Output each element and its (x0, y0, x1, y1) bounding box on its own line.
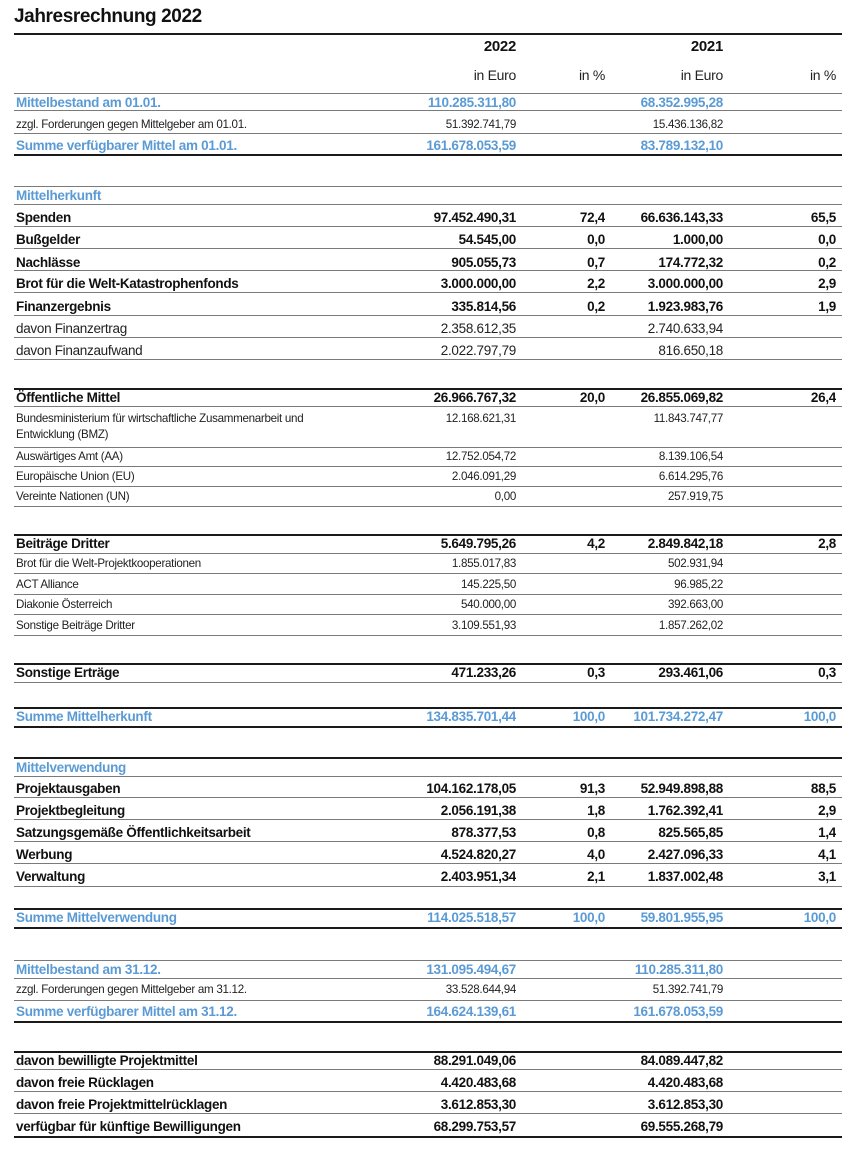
row-label: Sonstige Erträge (16, 665, 120, 680)
value-2022: 5.649.795,26 (440, 536, 516, 551)
value-2022: 26.966.767,32 (433, 390, 516, 405)
header-unit-euro-2022: in Euro (473, 67, 516, 83)
value-2022: 51.392.741,79 (445, 118, 516, 131)
row-rule (14, 927, 842, 929)
row-rule (14, 797, 842, 798)
row-label: Öffentliche Mittel (16, 390, 121, 405)
percent-2022: 2,1 (587, 869, 605, 884)
value-2022: 2.056.191,38 (440, 803, 516, 818)
percent-2022: 1,8 (587, 803, 605, 818)
value-2021: 816.650,18 (658, 343, 723, 358)
section-rule (14, 93, 842, 94)
percent-2021: 65,5 (810, 210, 836, 225)
row-rule (14, 1021, 842, 1023)
percent-2021: 100,0 (803, 910, 836, 925)
row-label: Bundesministerium für wirtschaftliche Zusammenarbeit und (16, 412, 304, 425)
row-rule (14, 506, 842, 507)
row-label: Diakonie Österreich (16, 598, 113, 611)
header-unit-pct-2021: in % (809, 67, 836, 83)
value-2021: 3.612.853,30 (647, 1097, 723, 1112)
row-label: Bußgelder (16, 232, 81, 247)
row-label: davon freie Projektmittelrücklagen (16, 1097, 228, 1112)
row-rule (14, 133, 842, 134)
percent-2021: 0,0 (818, 232, 836, 247)
value-2022: 54.545,00 (458, 232, 516, 247)
row-rule (14, 635, 842, 636)
section-rule (14, 388, 842, 390)
row-label: ACT Alliance (16, 578, 79, 591)
value-2021: 174.772,32 (658, 255, 723, 270)
row-label: Brot für die Welt-Katastrophenfonds (16, 276, 239, 291)
percent-2022: 4,0 (587, 847, 605, 862)
row-rule (14, 337, 842, 338)
section-rule (14, 186, 842, 187)
header-unit-euro-2021: in Euro (680, 67, 723, 83)
value-2022: 145.225,50 (460, 578, 516, 591)
row-label-continued: Entwicklung (BMZ) (16, 428, 109, 441)
row-rule (14, 1000, 842, 1001)
value-2022: 878.377,53 (451, 825, 516, 840)
percent-2022: 0,7 (587, 255, 605, 270)
value-2022: 161.678.053,59 (426, 138, 516, 153)
percent-2021: 3,1 (818, 869, 836, 884)
value-2021: 4.420.483,68 (647, 1075, 723, 1090)
row-label: zzgl. Forderungen gegen Mittelgeber am 31.12. (16, 983, 247, 996)
value-2022: 2.403.951,34 (440, 869, 516, 884)
row-label: Vereinte Nationen (UN) (16, 490, 130, 503)
value-2022: 33.528.644,94 (445, 983, 516, 996)
value-2022: 3.109.551,93 (451, 619, 516, 632)
value-2021: 66.636.143,33 (640, 210, 723, 225)
row-label: Satzungsgemäße Öffentlichkeitsarbeit (16, 825, 251, 840)
value-2021: 1.923.983,76 (647, 299, 723, 314)
row-label: Verwaltung (16, 869, 86, 884)
row-label: davon freie Rücklagen (16, 1075, 154, 1090)
value-2021: 3.000.000,00 (647, 276, 723, 291)
value-2021: 293.461,06 (658, 665, 723, 680)
row-label: Projektbegleitung (16, 803, 125, 818)
row-rule (14, 1136, 842, 1138)
value-2021: 101.734.272,47 (633, 709, 723, 724)
row-label: Mittelbestand am 01.01. (16, 95, 161, 110)
value-2022: 110.285.311,80 (427, 95, 516, 110)
row-rule (14, 110, 842, 111)
value-2022: 4.524.820,27 (440, 847, 516, 862)
value-2021: 1.000,00 (672, 232, 723, 247)
value-2021: 83.789.132,10 (640, 138, 723, 153)
value-2021: 2.427.096,33 (647, 847, 723, 862)
row-label: zzgl. Forderungen gegen Mittelgeber am 01.01. (16, 118, 247, 131)
row-rule (14, 1113, 842, 1114)
value-2022: 88.291.049,06 (433, 1053, 516, 1068)
value-2021: 15.436.136,82 (652, 118, 723, 131)
percent-2021: 0,2 (818, 255, 836, 270)
row-rule (14, 573, 842, 574)
value-2021: 2.849.842,18 (647, 536, 723, 551)
row-label: Europäische Union (EU) (16, 470, 135, 483)
value-2022: 2.046.091,29 (451, 470, 516, 483)
row-label: Summe Mittelherkunft (16, 709, 152, 724)
value-2021: 68.352.995,28 (640, 95, 723, 110)
value-2021: 69.555.268,79 (640, 1119, 723, 1134)
row-rule (14, 154, 842, 156)
percent-2021: 2,8 (818, 536, 836, 551)
value-2022: 3.000.000,00 (440, 276, 516, 291)
value-2021: 96.985,22 (674, 578, 723, 591)
value-2021: 1.837.002,48 (647, 869, 723, 884)
value-2022: 114.025.518,57 (427, 910, 516, 925)
row-rule (14, 682, 842, 683)
value-2022: 134.835.701,44 (426, 709, 516, 724)
row-label: verfügbar für künftige Bewilligungen (16, 1119, 241, 1134)
row-rule (14, 726, 842, 728)
value-2021: 825.565,85 (658, 825, 723, 840)
row-rule (14, 204, 842, 205)
row-label: Spenden (16, 210, 71, 225)
value-2022: 471.233,26 (451, 665, 516, 680)
row-label: Summe Mittelverwendung (16, 910, 177, 925)
value-2021: 110.285.311,80 (634, 962, 723, 977)
row-label: Nachlässe (16, 255, 81, 270)
row-label: Auswärtiges Amt (AA) (16, 450, 123, 463)
percent-2021: 26,4 (810, 390, 836, 405)
percent-2021: 88,5 (810, 781, 836, 796)
value-2021: 392.663,00 (667, 598, 723, 611)
row-rule (14, 863, 842, 864)
value-2021: 502.931,94 (667, 557, 723, 570)
value-2021: 257.919,75 (667, 490, 723, 503)
value-2021: 11.843.747,77 (653, 412, 723, 425)
value-2022: 97.452.490,31 (433, 210, 516, 225)
value-2021: 59.801.955,95 (640, 910, 723, 925)
value-2022: 164.624.139,61 (426, 1004, 516, 1019)
row-label: davon bewilligte Projektmittel (16, 1053, 198, 1068)
percent-2022: 4,2 (587, 536, 605, 551)
header-year-2021: 2021 (690, 38, 723, 55)
row-rule (14, 594, 842, 595)
percent-2022: 72,4 (579, 210, 605, 225)
value-2022: 12.168.621,31 (445, 412, 516, 425)
percent-2021: 4,1 (818, 847, 836, 862)
value-2021: 161.678.053,59 (633, 1004, 723, 1019)
row-label: Werbung (16, 847, 73, 862)
value-2022: 2.022.797,79 (440, 343, 516, 358)
row-rule (14, 614, 842, 615)
percent-2021: 2,9 (818, 803, 836, 818)
row-rule (14, 1069, 842, 1070)
section-rule (14, 534, 842, 536)
value-2022: 1.855.017,83 (451, 557, 516, 570)
page-title: Jahresrechnung 2022 (14, 6, 202, 27)
row-rule (14, 486, 842, 487)
percent-2022: 2,2 (587, 276, 605, 291)
row-label: Beiträge Dritter (16, 536, 110, 551)
percent-2021: 1,4 (818, 825, 836, 840)
percent-2022: 0,2 (587, 299, 605, 314)
row-rule (14, 406, 842, 407)
value-2022: 3.612.853,30 (440, 1097, 516, 1112)
value-2022: 335.814,56 (451, 299, 516, 314)
percent-2022: 91,3 (579, 781, 605, 796)
value-2022: 0,00 (494, 490, 516, 503)
row-rule (14, 226, 842, 227)
section-rule (14, 1051, 842, 1053)
section-rule (14, 960, 842, 961)
value-2022: 104.162.178,05 (426, 781, 516, 796)
value-2021: 6.614.295,76 (658, 470, 723, 483)
value-2022: 68.299.753,57 (433, 1119, 516, 1134)
value-2022: 905.055,73 (451, 255, 516, 270)
row-label: davon Finanzaufwand (16, 343, 143, 358)
header-unit-pct-2022: in % (578, 67, 605, 83)
section-rule (14, 908, 842, 910)
value-2021: 26.855.069,82 (640, 390, 723, 405)
percent-2022: 0,3 (587, 665, 605, 680)
value-2021: 8.139.106,54 (658, 450, 723, 463)
section-rule (14, 707, 842, 709)
row-rule (14, 292, 842, 293)
value-2022: 4.420.483,68 (440, 1075, 516, 1090)
value-2021: 52.949.898,88 (640, 781, 723, 796)
row-rule (14, 978, 842, 979)
row-rule (14, 1091, 842, 1092)
row-label: Sonstige Beiträge Dritter (16, 619, 135, 632)
value-2022: 2.358.612,35 (440, 321, 516, 336)
value-2021: 1.762.392,41 (647, 803, 723, 818)
value-2021: 51.392.741,79 (652, 983, 723, 996)
row-rule (14, 553, 842, 554)
row-label: Mittelbestand am 31.12. (16, 962, 161, 977)
row-label: davon Finanzertrag (16, 321, 127, 336)
percent-2022: 0,0 (587, 232, 605, 247)
row-label: Summe verfügbarer Mittel am 01.01. (16, 138, 237, 153)
value-2021: 2.740.633,94 (647, 321, 723, 336)
row-label: Finanzergebnis (16, 299, 111, 314)
percent-2022: 20,0 (579, 390, 605, 405)
percent-2021: 0,3 (818, 665, 836, 680)
value-2022: 12.752.054,72 (445, 450, 516, 463)
percent-2022: 100,0 (572, 709, 605, 724)
title-rule (14, 33, 842, 35)
value-2021: 1.857.262,02 (658, 619, 723, 632)
row-rule (14, 359, 842, 360)
percent-2021: 100,0 (803, 709, 836, 724)
section-rule (14, 757, 842, 759)
row-rule (14, 270, 842, 271)
row-rule (14, 466, 842, 467)
row-label: Brot für die Welt-Projektkooperationen (16, 557, 201, 570)
row-label: Projektausgaben (16, 781, 121, 796)
value-2021: 84.089.447,82 (640, 1053, 723, 1068)
value-2022: 540.000,00 (460, 598, 516, 611)
percent-2021: 2,9 (818, 276, 836, 291)
value-2022: 131.095.494,67 (426, 962, 516, 977)
row-label: Mittelherkunft (16, 188, 102, 203)
section-rule (14, 663, 842, 665)
percent-2022: 100,0 (572, 910, 605, 925)
row-rule (14, 886, 842, 887)
row-rule (14, 819, 842, 820)
row-rule (14, 841, 842, 842)
row-rule (14, 447, 842, 448)
percent-2021: 1,9 (818, 299, 836, 314)
row-rule (14, 315, 842, 316)
row-rule (14, 248, 842, 249)
row-label: Mittelverwendung (16, 760, 126, 775)
row-rule (14, 776, 842, 777)
row-label: Summe verfügbarer Mittel am 31.12. (16, 1004, 237, 1019)
header-year-2022: 2022 (483, 38, 516, 55)
percent-2022: 0,8 (587, 825, 605, 840)
